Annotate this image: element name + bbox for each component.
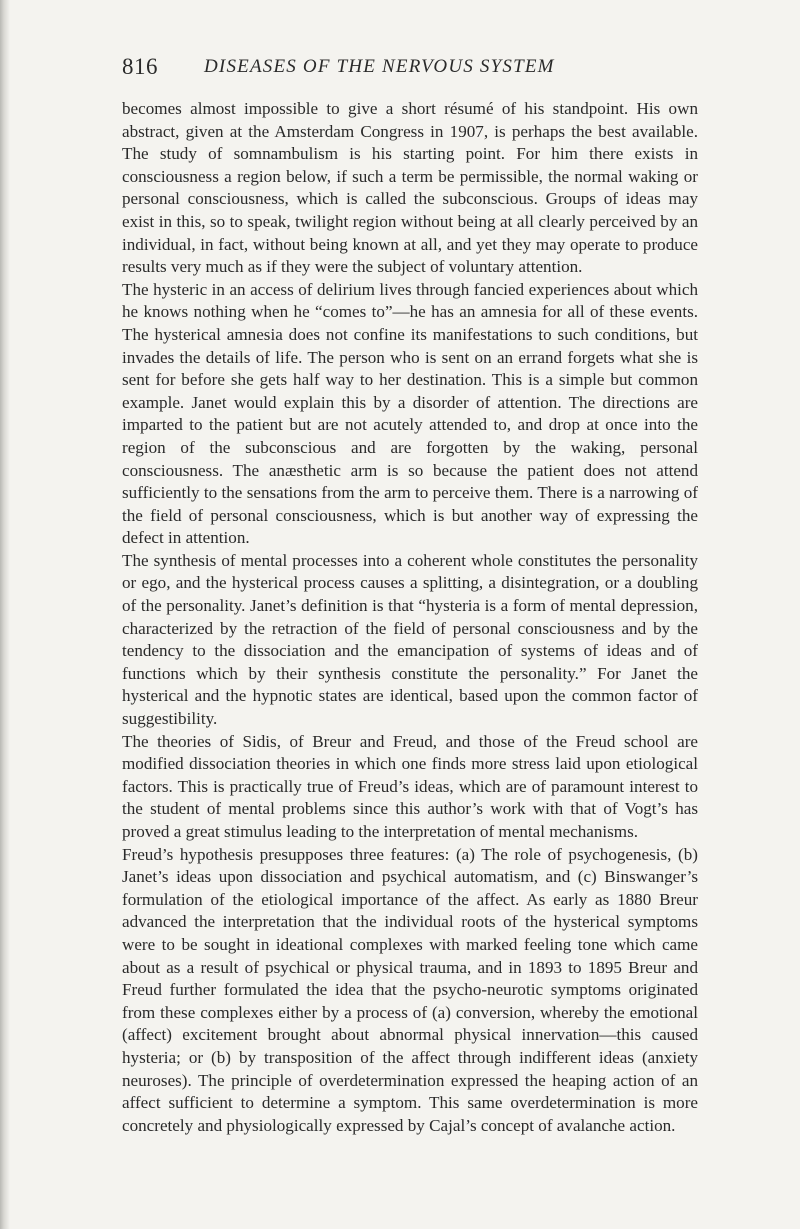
paragraph: The theories of Sidis, of Breur and Freud, and those of the Freud school are modified dissociation theories in which one finds more stress laid upon etiological factors. This is practically true of Freud’s ideas, which are of paramount interest to the student of mental problems since this author’s work with that of Vogt’s has proved a great stimulus leading to the interpretation of mental mechanisms. [122,731,698,841]
paragraph: Freud’s hypothesis presupposes three features: (a) The role of psychogenesis, (b) Janet’s ideas upon dissociation and psychical automatism, and (c) Binswanger’s formulation of the etiological importance of the affect. As early as 1880 Breur advanced the interpretation that the individual roots of the hysterical symptoms were to be sought in ideational complexes with marked feeling tone which came about as a result of psychical or physical trauma, and in 1893 to 1895 Breur and Freud further formulated the idea that the psycho-neurotic symptoms originated from these complexes either by a process of (a) conversion, whereby the emotional (affect) excitement brought about abnormal physical innervation—this caused hysteria; or (b) by transposition of the affect through indifferent ideas (anxiety neuroses). The principle of overdetermination expressed the heaping action of an affect sufficient to determine a symptom. This same overdetermination is more concretely and physiologically expressed by Cajal’s concept of avalanche action. [122,844,698,1135]
paragraph: becomes almost impossible to give a short résumé of his standpoint. His own abstract, given at the Amsterdam Congress in 1907, is perhaps the best available. The study of somnambulism is his starting point. For him there exists in consciousness a region below, if such a term be permissible, the normal waking or personal consciousness, which is called the subconscious. Groups of ideas may exist in this, so to speak, twilight region without being at all clearly perceived by an individual, in fact, without being known at all, and yet they may operate to produce results very much as if they were the subject of voluntary attention. [122,99,698,277]
page-number: 816 [122,54,158,79]
body-text [122,98,698,1137]
paragraph: The synthesis of mental processes into a coherent whole constitutes the personality or ego, and the hysterical process causes a splitting, a disintegration, or a doubling of the personality. Janet’s definition is that “hysteria is a form of mental depression, characterized by the retraction of the field of personal consciousness and by the tendency to the dissociation and the emancipation of systems of ideas and of functions which by their synthesis constitute the personality.” For Janet the hysterical and the hypnotic states are identical, based upon the common factor of suggestibility. [122,550,698,729]
book-page [122,54,698,1137]
running-title: DISEASES OF THE NERVOUS SYSTEM [204,56,555,77]
page-edge-shadow [0,0,10,1229]
running-head [122,54,698,84]
paragraph: The hysteric in an access of delirium lives through fancied experiences about which he knows nothing when he “comes to”—he has an amnesia for all of these events. The hysterical amnesia does not confine its manifestations to such conditions, but invades the details of life. The person who is sent on an errand forgets what she is sent for before she gets half way to her destination. This is a simple but common example. Janet would explain this by a disorder of attention. The directions are imparted to the patient but are not acutely attended to, and drop at once into the region of the subconscious and are forgotten by the waking, personal consciousness. The anæsthetic arm is so because the patient does not attend sufficiently to the sensations from the arm to perceive them. There is a narrowing of the field of personal consciousness, which is but another way of expressing the defect in attention. [122,279,698,548]
